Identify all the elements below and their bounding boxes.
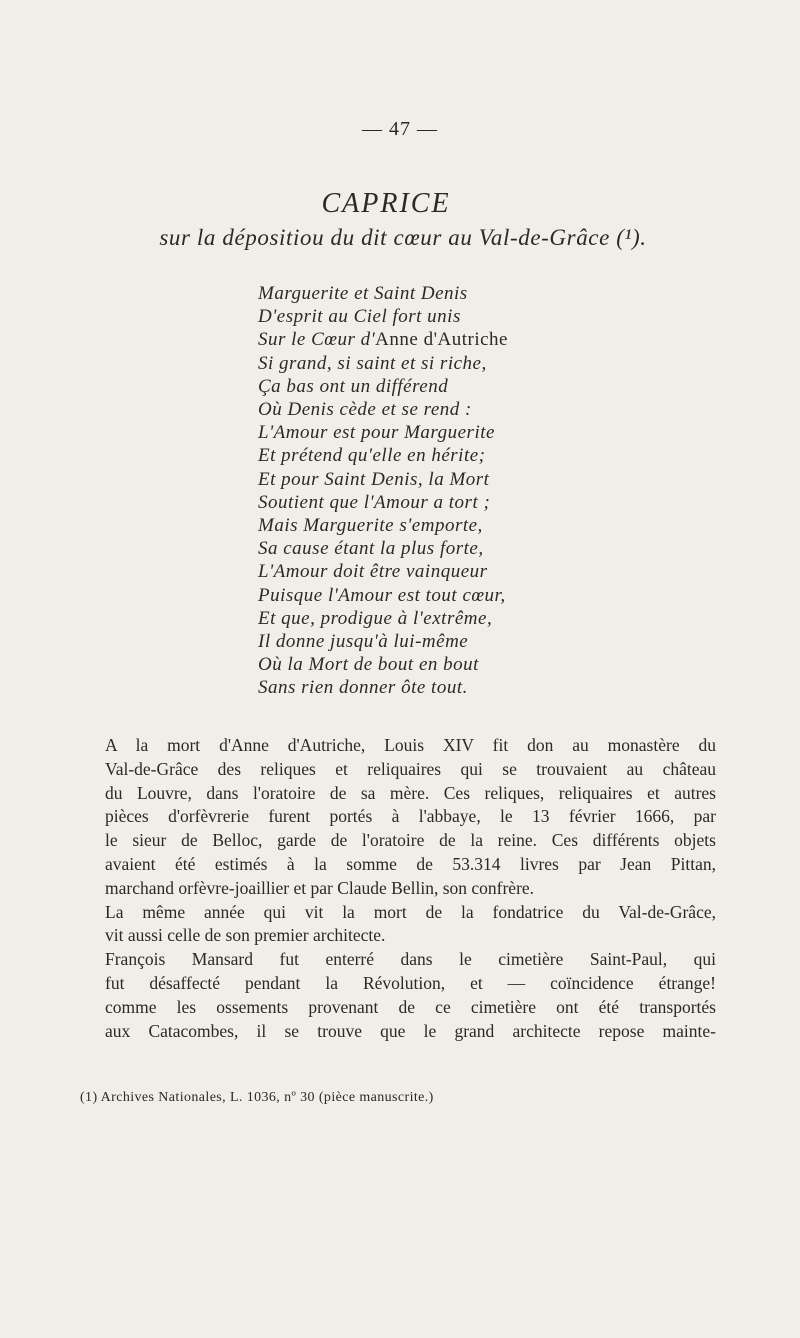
verse: L'Amour est pour Marguerite — [258, 422, 495, 444]
text-line: du Louvre, dans l'oratoire de sa mère. Ces reliques, reliquaires et autres — [105, 782, 716, 803]
verse: Et que, prodigue à l'extrême, — [258, 607, 493, 629]
verse: Sa cause étant la plus forte, — [258, 538, 484, 560]
verse: Sur le Cœur d'Anne d'Autriche — [258, 329, 508, 351]
verse: Et pour Saint Denis, la Mort — [258, 468, 490, 490]
paragraph — [80, 901, 716, 949]
body-text — [80, 734, 716, 1043]
paragraph — [80, 948, 716, 1043]
verse: Sans rien donner ôte tout. — [258, 677, 468, 699]
text-line: comme les ossements provenant de ce cimetière ont été transportés — [105, 996, 716, 1017]
verse: Ça bas ont un différend — [258, 375, 449, 397]
text-line: aux Catacombes, il se trouve que le grand architecte repose mainte- — [105, 1020, 716, 1041]
footnote: (1) Archives Nationales, L. 1036, nº 30 (pièce manuscrite.) — [80, 1090, 434, 1105]
text-line: marchand orfèvre-joaillier et par Claude Bellin, son confrère. — [105, 877, 535, 898]
page-number: — 47 — — [362, 118, 438, 140]
text-line: Val-de-Grâce des reliques et reliquaires qui se trouvaient au château — [105, 758, 716, 779]
verse: Marguerite et Saint Denis — [258, 283, 468, 304]
text-line: avaient été estimés à la somme de 53.314 livres par Jean Pittan, — [105, 853, 716, 874]
paragraph — [80, 734, 716, 901]
text-line: pièces d'orfèvrerie furent portés à l'abbaye, le 13 février 1666, par — [105, 806, 716, 827]
text-line: A la mort d'Anne d'Autriche, Louis XIV fit don au monastère du — [105, 735, 716, 755]
text-line: le sieur de Belloc, garde de l'oratoire de la reine. Ces différents objets — [105, 830, 716, 851]
verse: Il donne jusqu'à lui-même — [258, 631, 469, 653]
verse: Puisque l'Amour est tout cœur, — [258, 584, 506, 606]
text-line: fut désaffecté pendant la Révolution, et — coïncidence étrange! — [105, 972, 716, 993]
verse: L'Amour doit être vainqueur — [258, 561, 488, 583]
verse: Où la Mort de bout en bout — [258, 654, 479, 676]
verse: Où Denis cède et se rend : — [258, 399, 472, 421]
poem-title: CAPRICE — [321, 188, 451, 219]
text-line: vit aussi celle de son premier architecte. — [105, 925, 386, 946]
verse: D'esprit au Ciel fort unis — [258, 306, 461, 328]
verse: Soutient que l'Amour a tort ; — [258, 491, 491, 513]
verse: Mais Marguerite s'emporte, — [258, 515, 483, 537]
poem — [258, 282, 698, 700]
verse: Et prétend qu'elle en hérite; — [258, 445, 486, 467]
verse: Si grand, si saint et si riche, — [258, 352, 487, 374]
text-line: François Mansard fut enterré dans le cimetière Saint-Paul, qui — [105, 949, 716, 970]
poem-subtitle: sur la dépositiou du dit cœur au Val-de-Grâce (¹). — [159, 225, 647, 250]
text-line: La même année qui vit la mort de la fondatrice du Val-de-Grâce, — [105, 901, 716, 922]
